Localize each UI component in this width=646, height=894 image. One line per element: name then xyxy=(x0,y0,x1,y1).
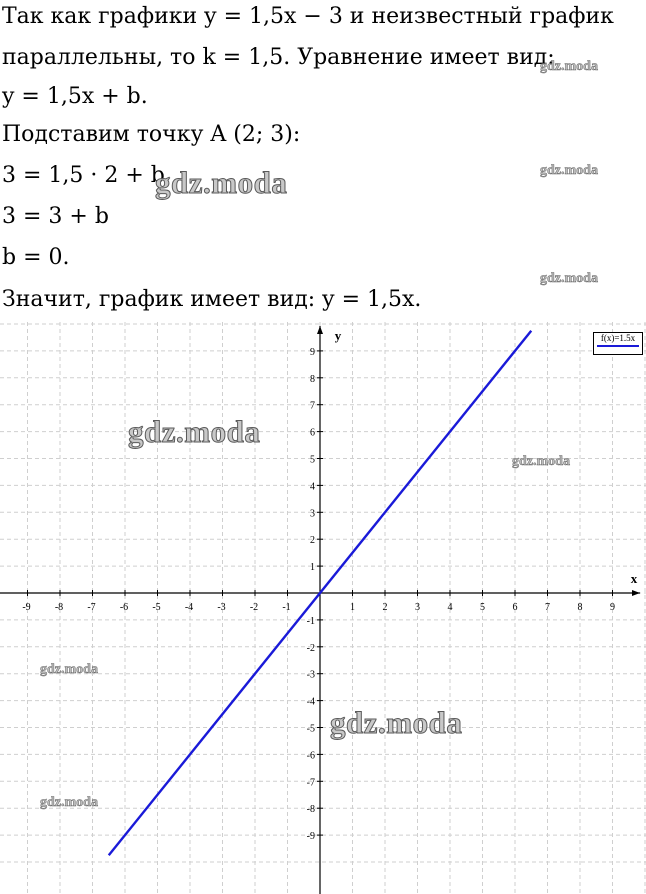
x-tick-label: -6 xyxy=(119,602,129,613)
y-tick-label: -4 xyxy=(306,696,315,708)
x-tick-label: -1 xyxy=(282,602,291,613)
text-line-3: y = 1,5x + b. xyxy=(2,84,148,109)
x-tick-label: 9 xyxy=(610,602,615,613)
x-axis-label: x xyxy=(630,571,638,586)
y-tick-label: -5 xyxy=(306,723,315,735)
x-tick-label: -5 xyxy=(152,602,161,613)
watermark: gdz.moda xyxy=(128,414,261,449)
watermark: gdz.moda xyxy=(540,163,598,178)
x-tick-label: -9 xyxy=(22,602,31,613)
text-line-2: параллельны, то k = 1,5. Уравнение имеет вид: xyxy=(2,45,555,70)
y-tick-label: 8 xyxy=(310,373,315,385)
y-tick-label: -7 xyxy=(306,777,315,789)
watermark: gdz.moda xyxy=(155,165,288,200)
text-line-5: 3 = 1,5 · 2 + b xyxy=(2,163,165,188)
y-tick-label: 2 xyxy=(310,535,315,547)
legend xyxy=(593,332,643,355)
y-tick-label: -2 xyxy=(306,642,315,654)
x-tick-label: 1 xyxy=(350,602,355,613)
y-tick-label: -8 xyxy=(306,804,315,816)
y-axis-arrow xyxy=(317,326,323,334)
text-line-7: b = 0. xyxy=(2,245,70,270)
text-line-1: Так как графики y = 1,5x − 3 и неизвестный график xyxy=(2,4,614,29)
x-tick-label: 8 xyxy=(577,602,583,613)
y-tick-label: 6 xyxy=(310,427,315,439)
legend-label: f(x)=1.5x xyxy=(600,333,636,343)
watermark: gdz.moda xyxy=(40,662,98,677)
x-tick-label: 5 xyxy=(480,602,485,613)
y-tick-label: 9 xyxy=(310,346,315,358)
watermark: gdz.moda xyxy=(540,59,598,74)
y-tick-label: 7 xyxy=(310,400,315,412)
x-tick-label: -4 xyxy=(184,602,194,613)
x-axis-arrow xyxy=(632,590,640,596)
x-tick-label: 6 xyxy=(512,602,518,613)
y-tick-label: 5 xyxy=(310,454,315,466)
y-tick-label: 1 xyxy=(310,562,315,574)
y-axis-label: y xyxy=(334,328,342,343)
watermark: gdz.moda xyxy=(540,271,598,286)
y-tick-label: 4 xyxy=(310,481,315,493)
y-tick-label: -6 xyxy=(306,750,315,762)
legend-swatch xyxy=(597,345,639,347)
text-line-6: 3 = 3 + b xyxy=(2,204,109,229)
text-line-4: Подставим точку A (2; 3): xyxy=(2,122,301,147)
watermark: gdz.moda xyxy=(512,454,570,469)
x-tick-label: 7 xyxy=(545,602,550,613)
watermark: gdz.moda xyxy=(330,705,463,740)
x-tick-label: 2 xyxy=(382,602,388,613)
x-tick-label: -2 xyxy=(249,602,259,613)
x-tick-label: -8 xyxy=(54,602,64,613)
y-tick-label: -3 xyxy=(306,669,315,681)
x-tick-label: -3 xyxy=(217,602,226,613)
y-tick-label: -9 xyxy=(306,831,315,843)
x-tick-label: -7 xyxy=(87,602,96,613)
y-tick-label: 3 xyxy=(310,508,315,520)
x-tick-label: 3 xyxy=(415,602,420,613)
text-line-8: Значит, график имеет вид: y = 1,5x. xyxy=(2,287,422,312)
y-tick-label: -1 xyxy=(306,615,315,627)
watermark: gdz.moda xyxy=(40,795,98,810)
x-tick-label: 4 xyxy=(447,602,453,613)
